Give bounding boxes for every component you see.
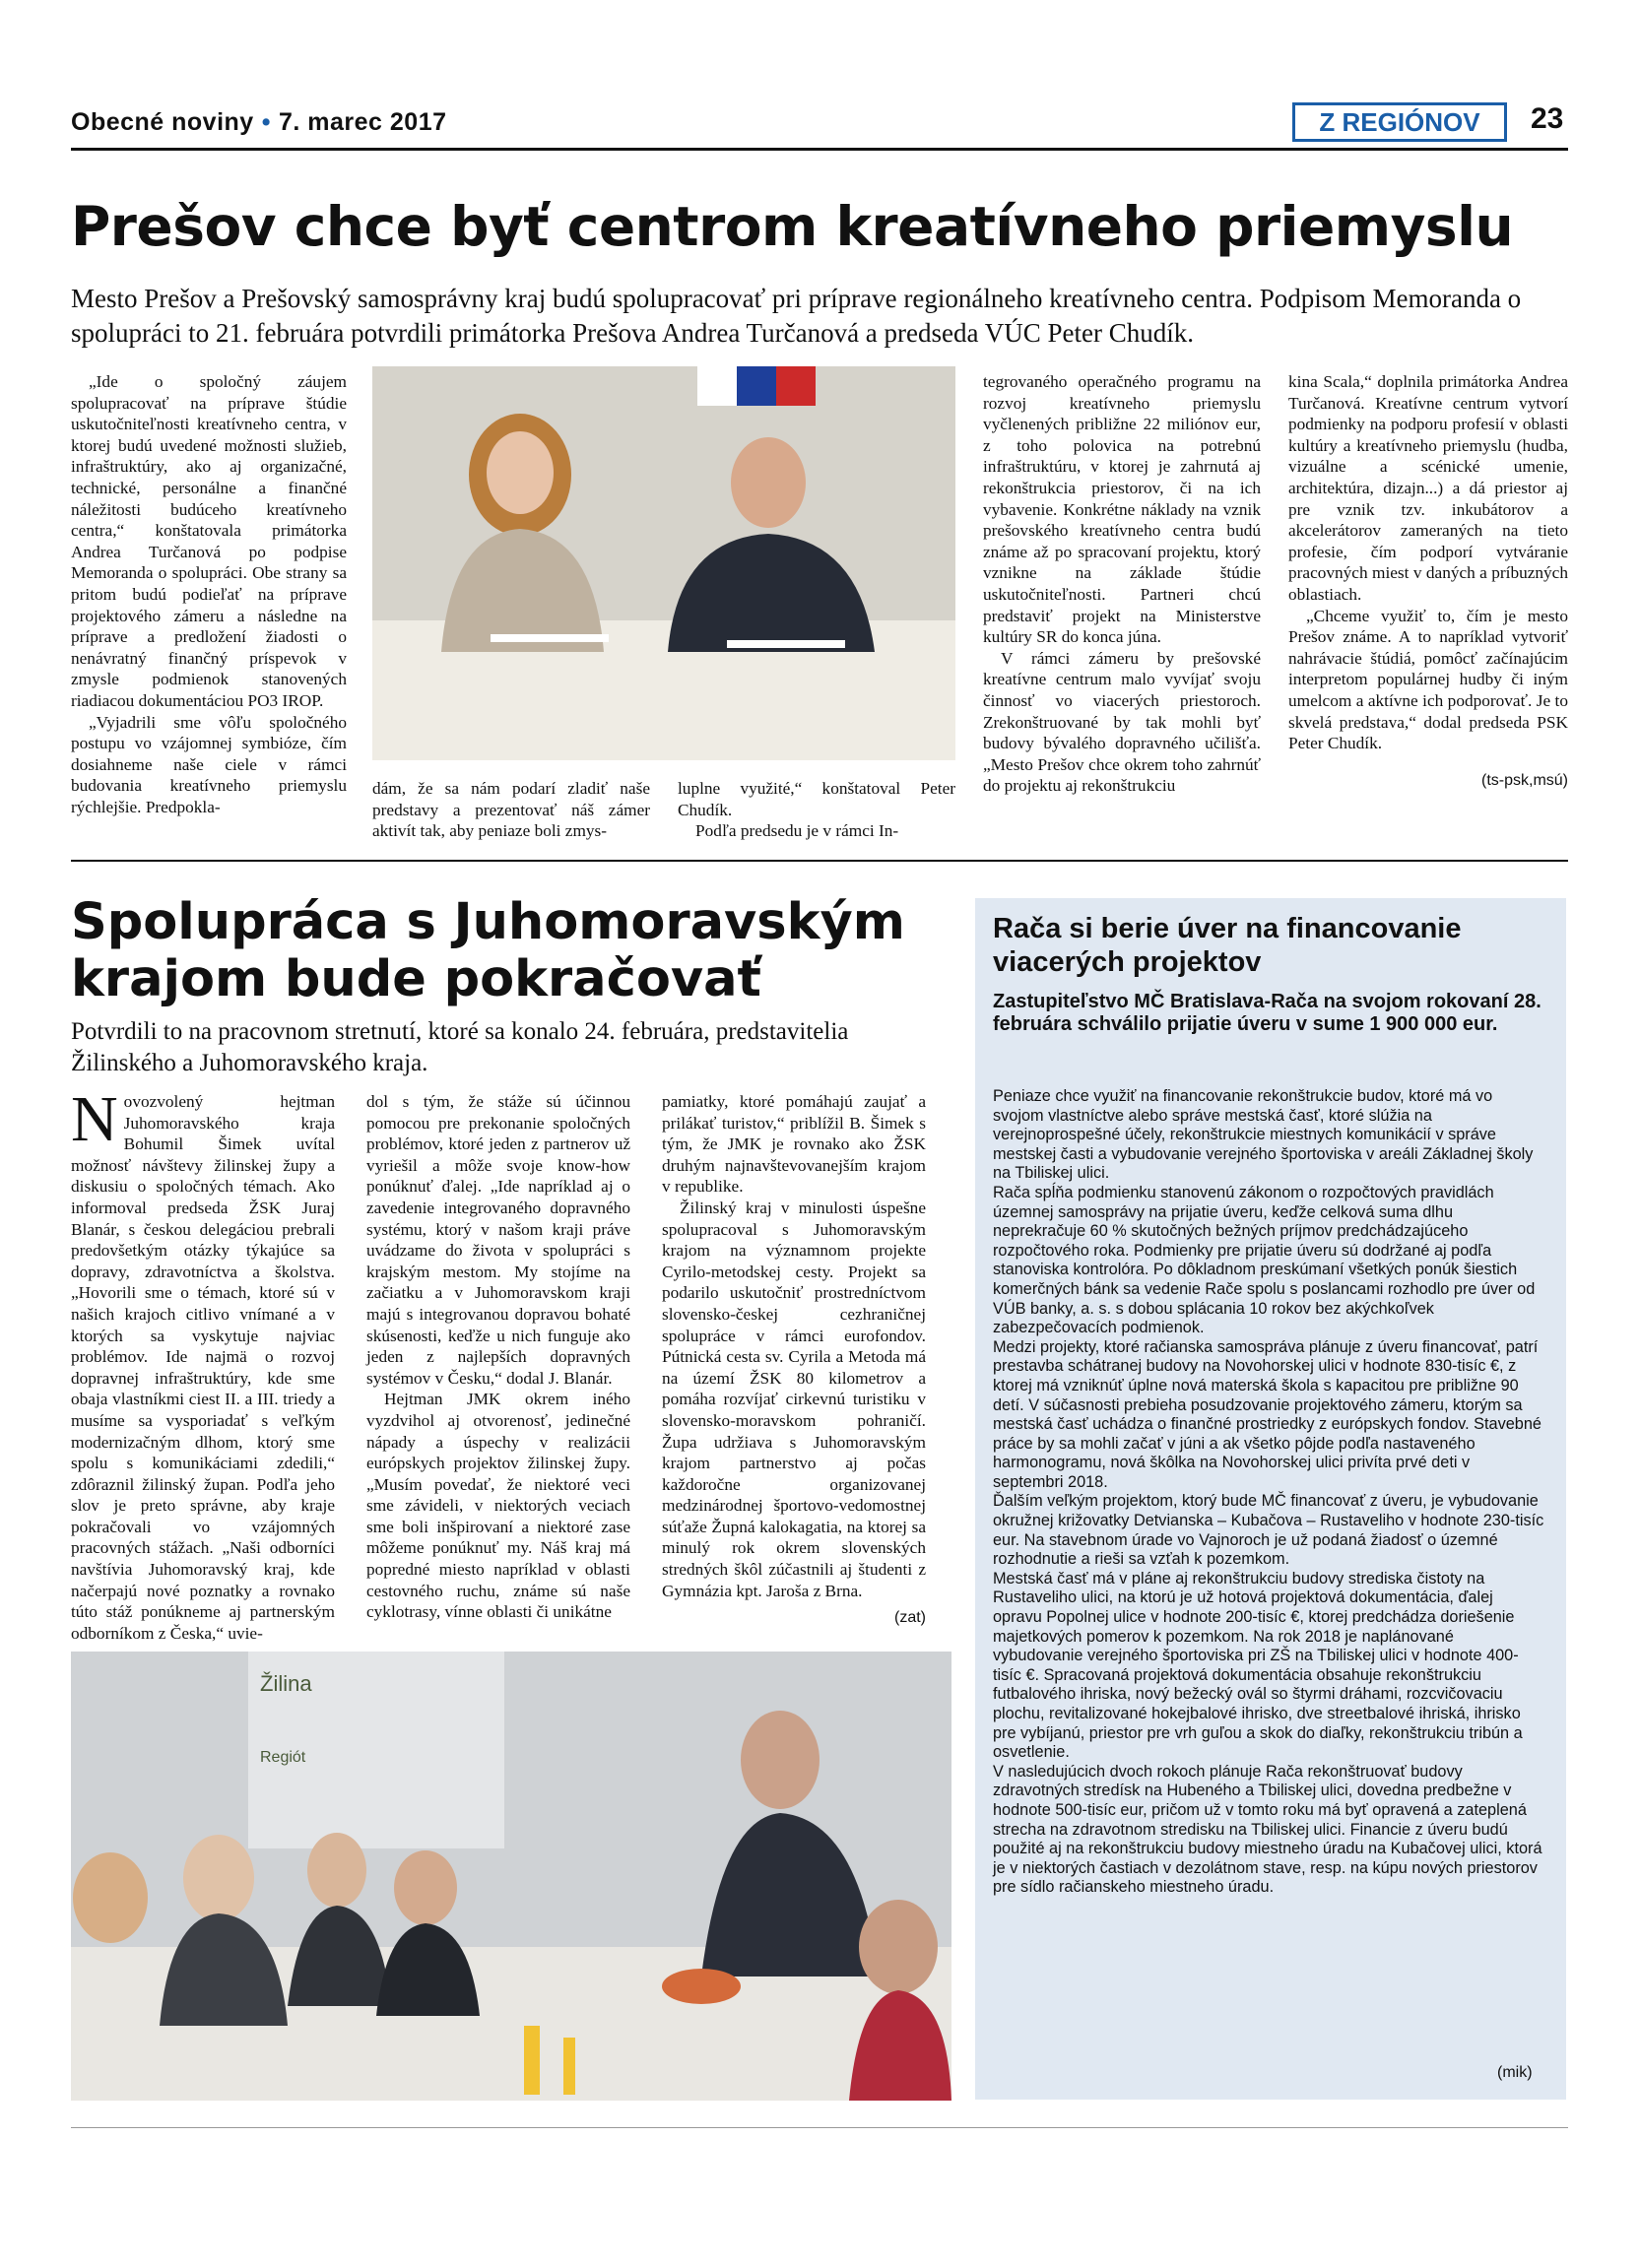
article1-paragraph: dám, že sa nám podarí zladiť naše predstavy a prezentovať náš zámer aktivít tak, aby peniaze boli zmys- — [372, 779, 650, 841]
footer-rule — [71, 2127, 1568, 2128]
sidebar-paragraph: Ďalším veľkým projektom, ktorý bude MČ financovať z úveru, je vybudovanie okružnej križovatky Detvianska – Kubačova – Rustaveliho v hodnote 230-tisíc eur. Na stavebnom úrade vo Vajnoroch je už podaná žiadosť o územné rozhodnutie a rieši sa vzťah k pozemkom. — [993, 1492, 1544, 1569]
article1-column-5 — [1288, 371, 1568, 791]
article1-column-3 — [678, 778, 955, 842]
header-rule — [71, 148, 1568, 151]
masthead — [71, 108, 447, 137]
article1-paragraph: kina Scala,“ doplnila primátorka Andrea Turčanová. Kreatívne centrum vytvorí podmienky na podporu profesií v oblasti kultúry a kreatívneho priemyslu (hudba, vizuálne a scénické umenie, architektúra, dizajn...) a dá priestor aj pre vznik tzv. inkubátorov a akcelerátorov zameraných na tieto profesie, čím podporí vytváranie pracovných miest v daných a príbuzných oblastiach. — [1288, 372, 1568, 604]
sidebar-paragraph: V nasledujúcich dvoch rokoch plánuje Rača rekonštruovať budovy zdravotných stredísk na Hubeného a Tbiliskej ulici, dovedna predbežne v hodnote 500-tisíc eur, pričom už v tomto roku má byť opravená a zateplená strecha na zdravotnom stredisku na Tbiliskej ulici. Financie z úveru budú použité aj na rekonštrukciu budovy miestneho úradu na Kubačovej ulici, ktorá je v niektorých častiach v dezolátnom stave, resp. na kúpu nových priestorov pre sídlo račianskeho miestneho úradu. — [993, 1762, 1542, 1897]
article2-column-1 — [71, 1083, 335, 1644]
article1-title: Prešov chce byť centrom kreatívneho priemyslu — [71, 195, 1514, 258]
signing-photo-graphic — [372, 366, 955, 760]
article1-paragraph: „Chceme využiť to, čím je mesto Prešov známe. A to napríklad vytvoriť nahrávacie štúdiá, pomôcť začínajúcim interpretom populárnej hudby či iným umelcom a aktívne ich podporovať. Je to skvelá predstava,“ dodal predseda PSK Peter Chudík. — [1288, 606, 1568, 753]
page-number: 23 — [1531, 102, 1564, 135]
section-label: Z REGIÓNOV — [1292, 102, 1507, 142]
sidebar-lead: Zastupiteľstvo MČ Bratislava-Rača na svojom rokovaní 28. februára schválilo prijatie úveru v sume 1 900 000 eur. — [993, 991, 1542, 1035]
article2-title-line: krajom bude pokračovať — [71, 950, 761, 1008]
article1-column-2 — [372, 778, 650, 842]
photo-sign-text: Žilina — [260, 1671, 312, 1696]
article2-paragraph: pamiatky, ktoré pomáhajú zaujať a prilákať turistov,“ priblížil B. Šimek s tým, že JMK je rovnako ako ŽSK druhým najnavštevovanejším krajom v republike. — [662, 1092, 926, 1197]
sidebar-signature: (mik) — [1497, 2064, 1533, 2081]
article1-paragraph: „Vyjadrili sme vôľu spoločného postupu vo vzájomnej symbióze, čím dosiahneme naše ciele v rámci budovania kreatívneho priemyslu rýchlejšie. Predpokla- — [71, 712, 347, 816]
article2-paragraph: Žilinský kraj v minulosti úspešne spolupracoval s Juhomoravským krajom na významnom projekte Cyrilo-metodskej cesty. Projekt sa podarilo uskutočniť prostredníctvom slovensko-českej cezhraničnej spolupráce v rámci eurofondov. Pútnická cesta sv. Cyrila a Metoda má na území ŽSK 80 kilometrov a pomáha rozvíjať cirkevnú turistiku v slovensko-moravskom pohraničí. Župa udržiava s Juhomoravským krajom partnerstvo aj počas každoročne organizovanej medzinárodnej športovo-vedomostnej súťaže Župná kalokagatia, na ktorej sa minulý rok okrem slovenských stredných škôl zúčastnili aj študenti z Gymnázia kpt. Jaroša z Brna. — [662, 1198, 926, 1600]
article1-paragraph: „Ide o spoločný záujem spolupracovať na príprave štúdie uskutočniteľnosti kreatívneho centra, v ktorej budú uvedené možnosti služieb, infraštruktúry, ako aj organizačné, technické, personálne a finančné náležitosti budúceho kreatívneho centra,“ konštatovala primátorka Andrea Turčanová po podpise Memoranda o spolupráci. Obe strany sa pritom budú podieľať na príprave projektového zámeru a následne na príprave a predložení žiadosti o nenávratný finančný príspevok v zmysle podmienok stanovených riadiacou dokumentáciou PO3 IROP. — [71, 372, 347, 710]
article2-title-line: Spolupráca s Juhomoravským — [71, 893, 905, 951]
article2-column-2 — [366, 1091, 630, 1623]
article2-paragraph: Hejtman JMK okrem iného vyzdvihol aj otvorenosť, jedinečné nápady a úspechy v realizácii európskych projektov žilinskej župy. „Musím povedať, že niektoré veci sme závideli, v niektorých veciach sme boli inšpirovaní a niektoré zase môžeme ponúknuť my. Náš kraj má popredné miesto napríklad v oblasti cestovného ruchu, známe sú naše cyklotrasy, vínne oblasti či unikátne — [366, 1390, 630, 1622]
article2-signature: (zat) — [894, 1609, 926, 1627]
article2-title — [71, 894, 938, 1008]
sidebar-paragraph: Peniaze chce využiť na financovanie rekonštrukcie budov, ktoré má vo svojom vlastníctve alebo správe mestská časť, ktoré slúžia na verejnoprospešné účely, rekonštrukcie miestnych komunikácií v správe mestskej časti a vybudovanie verejného športoviska v areáli Základnej školy na Tbiliskej ulici. — [993, 1087, 1534, 1183]
article1-column-1 — [71, 371, 347, 817]
article-divider — [71, 860, 1568, 862]
article1-lead: Mesto Prešov a Prešovský samosprávny kraj budú spolupracovať pri príprave regionálneho kreatívneho centra. Podpisom Memoranda o spolupráci to 21. februára potvrdili primátorka Prešova Andrea Turčanová a predseda VÚC Peter Chudík. — [71, 284, 1522, 348]
article1-signature: (ts-psk,msú) — [1481, 771, 1568, 789]
sidebar-paragraph: Medzi projekty, ktoré račianska samospráva plánuje z úveru financovať, patrí prestavba schátranej budovy na Novohorskej ulici v hodnote 830-tisíc €, z ktorej má vzniknúť úplne nová materská škola s kapacitou pre približne 90 detí. V súčasnosti prebieha posudzovanie projektového zámeru, ktorým sa mestská časť uchádza o finančné prostriedky z európskych fondov. Stavebné práce by sa mohli začať v júni a ak všetko pôjde podľa nastaveného harmonogramu, nová škôlka na Novohorskej ulici privíta prvé deti v septembri 2018. — [993, 1337, 1542, 1491]
drop-cap: N — [71, 1083, 118, 1155]
sidebar-paragraph: Rača spĺňa podmienku stanovenú zákonom o rozpočtových pravidlách územnej samosprávy na prijatie úveru, keďže celková suma dlhu neprekračuje 60 % skutočných bežných príjmov predchádzajúceho rozpočtového roka. Podmienky pre prijatie úveru sú dodržané aj podľa stanoviska kontrolóra. Po dôkladnom preskúmaní všetkých ponúk šiestich komerčných bánk sa vedenie Rače spolu s poslancami rozhodlo pre úver od VÚB banky, a. s. s dobou splácania 10 rokov bez akýchkoľvek zabezpečovacích podmienok. — [993, 1183, 1536, 1337]
article2-column-3 — [662, 1091, 926, 1629]
sidebar-title: Rača si berie úver na financovanie viacerých projektov — [993, 913, 1462, 978]
sidebar-paragraph: Mestská časť má v pláne aj rekonštrukciu budovy strediska čistoty na Rustaveliho ulici, na ktorú je už hotová projektová dokumentácia, ďalej opravu Popolnej ulice v hodnote 200-tisíc €, ktorej predchádza doriešenie majetkových pomerov k pozemkom. Na rok 2018 je naplánované vybudovanie verejného športoviska pri ZŠ na Tbiliskej ulici v hodnote 400-tisíc €. Spracovaná projektová dokumentácia obsahuje rekonštrukciu futbalového ihriska, nový bežecký ovál so štyrmi dráhami, rozcvičovaciu plochu, revitalizované hokejbalové ihrisko, dve streetbalové ihriská, ihrisko pre vybíjanú, priestor pre vrh guľou a skok do diaľky, rekonštrukciu tribún a osvetlenie. — [993, 1569, 1523, 1762]
issue-date: 7. marec 2017 — [278, 108, 447, 136]
separator-dot: • — [261, 108, 271, 136]
photo-sign-text: Regiót — [260, 1749, 306, 1766]
article2-paragraph: dol s tým, že stáže sú účinnou pomocou pre prekonanie spoločných problémov, ktoré jeden z partnerov už vyriešil a môže svoje know-how ponúknuť ďalej. „Ide napríklad aj o zavedenie integrovaného dopravného systému, ktorý v našom kraji práve uvádzame do života v spolupráci s krajským mestom. My stojíme na začiatku a v Juhomoravskom kraji majú s integrovanou dopravou bohaté skúsenosti, keďže u nich funguje ako jeden z najlepších dopravných systémov v Česku,“ dodal J. Blanár. — [366, 1092, 630, 1388]
article2-lead: Potvrdili to na pracovnom stretnutí, ktoré sa konalo 24. februára, predstavitelia Žilinského a Juhomoravského kraja. — [71, 1018, 849, 1076]
paper-name: Obecné noviny — [71, 108, 254, 136]
article2-paragraph: ovozvolený hejtman Juhomoravského kraja Bohumil Šimek uvítal možnosť návštevy žilinskej župy a diskusiu o spoločných témach. Ako informoval predseda ŽSK Juraj Blanár, s českou delegáciou prebrali predovšetkým otázky týkajúce sa dopravy, zdravotníctva a školstva. „Hovorili sme o témach, ktoré sú v našich krajoch citlivo vnímané a v ktorých sa vyskytuje najviac problémov. Ide najmä o rozvoj dopravnej infraštruktúry, kde sme obaja vlastníkmi ciest II. a III. triedy a musíme sa vysporiadať s veľkým modernizačným dlhom, ktorý sme spolu s komunikáciami zdedili,“ zdôraznil žilinský župan. Podľa jeho slov je preto správne, aby kraje pokračovali vo vzájomných pracovných stážach. „Naši odborníci navštívia Juhomoravský kraj, kde načerpajú nové poznatky a rovnako túto stáž ponúkneme aj partnerským odborníkom z Česka,“ uvie- — [71, 1092, 335, 1643]
meeting-photo — [71, 1652, 951, 2101]
article1-paragraph: luplne využité,“ konštatoval Peter Chudík. — [678, 779, 955, 819]
article1-paragraph: Podľa predsedu je v rámci In- — [695, 821, 899, 841]
article1-paragraph: tegrovaného operačného programu na rozvoj kreatívneho priemyslu vyčlenených približne 22 miliónov eur, z toho polovica na potrebnú infraštruktúru, v ktorej je zahrnutá aj rekonštrukcia priestorov, či na ich vybavenie. Konkrétne náklady na vznik prešovského kreatívneho centra budú známe až po spracovaní projektu, ktorý vznikne na základe štúdie uskutočniteľnosti. Partneri chcú predstaviť projekt na Ministerstve kultúry SR do konca júna. — [983, 372, 1261, 647]
article1-column-4 — [983, 371, 1261, 797]
article1-paragraph: V rámci zámeru by prešovské kreatívne centrum malo vyvíjať svoju činnosť vo viacerých priestoroch. Zrekonštruované by tak mohli byť budovy bývalého dopravného učilišťa. „Mesto Prešov chce okrem toho zahrnúť do projektu aj rekonštrukciu — [983, 648, 1261, 796]
meeting-photo-graphic — [71, 1652, 951, 2101]
signing-photo — [372, 366, 955, 760]
sidebar-body — [993, 1087, 1544, 1898]
